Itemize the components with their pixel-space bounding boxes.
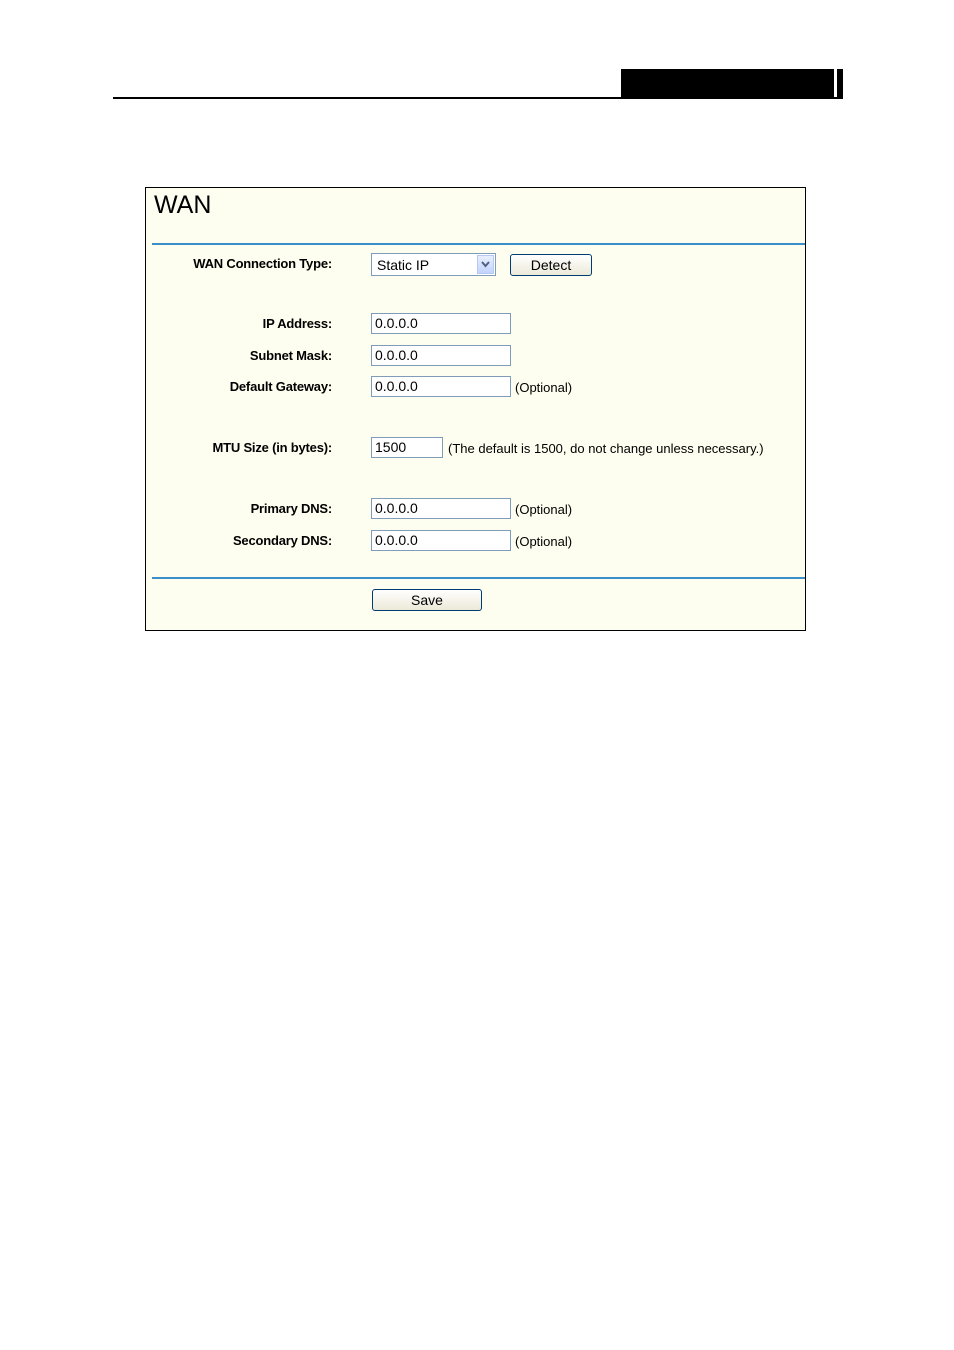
chevron-down-icon[interactable] (477, 255, 494, 274)
wan-settings-panel (145, 187, 806, 631)
primary-dns-label: Primary DNS: (250, 501, 332, 516)
secondary-dns-input[interactable]: 0.0.0.0 (371, 530, 511, 551)
wan-connection-type-value: Static IP (377, 257, 430, 273)
bottom-divider (152, 577, 805, 579)
document-header-block (621, 69, 834, 99)
ip-address-label: IP Address: (262, 316, 332, 331)
primary-dns-input[interactable]: 0.0.0.0 (371, 498, 511, 519)
mtu-size-note: (The default is 1500, do not change unless necessary.) (448, 441, 764, 456)
top-divider (152, 243, 805, 245)
subnet-mask-label: Subnet Mask: (249, 348, 332, 363)
mtu-size-input[interactable]: 1500 (371, 437, 443, 458)
primary-dns-note: (Optional) (515, 502, 573, 517)
wan-connection-type-label: WAN Connection Type: (193, 256, 332, 271)
document-header-bar (837, 69, 843, 99)
subnet-mask-input[interactable]: 0.0.0.0 (371, 345, 511, 366)
mtu-size-label: MTU Size (in bytes): (212, 440, 332, 455)
save-button[interactable]: Save (372, 589, 482, 611)
page-title: WAN (154, 191, 212, 219)
default-gateway-input[interactable]: 0.0.0.0 (371, 376, 511, 397)
ip-address-input[interactable]: 0.0.0.0 (371, 313, 511, 334)
default-gateway-label: Default Gateway: (229, 379, 332, 394)
default-gateway-note: (Optional) (515, 380, 573, 395)
wan-connection-type-select[interactable] (371, 253, 496, 276)
detect-button[interactable]: Detect (510, 254, 592, 276)
secondary-dns-label: Secondary DNS: (232, 533, 332, 548)
secondary-dns-note: (Optional) (515, 534, 573, 549)
